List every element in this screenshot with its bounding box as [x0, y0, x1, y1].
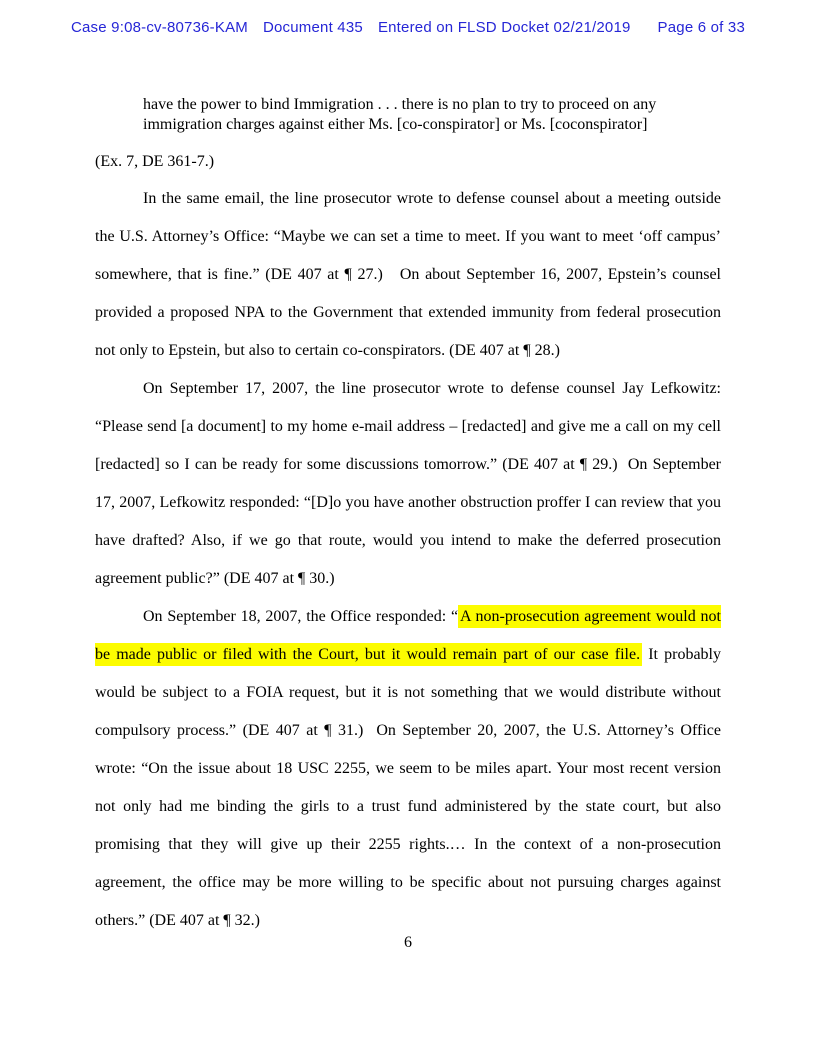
- highlighted-text: A non-prosecution agreement would not be made public or filed with the Court, but it would remain part of our case file.: [95, 605, 721, 666]
- block-quote: have the power to bind Immigration . . . there is no plan to try to proceed on any immigration charges against either Ms. [co-conspirator] or Ms. [coconspirator]: [143, 96, 657, 133]
- paragraph-september-17: On September 17, 2007, the line prosecutor wrote to defense counsel Jay Lefkowitz: “Please send [a document] to my home e-mail address – [redacted] and give me a call on my cell [redacted] so I can be ready for some discussions tomorrow.” (DE 407 at ¶ 29.) On September 17, 2007, Lefkowitz responded: “[D]o you have another obstruction proffer I can review that you have drafted? Also, if we go that route, would you intend to make the deferred prosecution agreement public?” (DE 407 at ¶ 30.): [95, 380, 721, 587]
- paragraph-same-email: In the same email, the line prosecutor wrote to defense counsel about a meeting outside the U.S. Attorney’s Office: “Maybe we can set a time to meet. If you want to meet ‘off campus’ somewhere, that is fine.” (DE 407 at ¶ 27.) On about September 16, 2007, Epstein’s counsel provided a proposed NPA to the Government that extended immunity from federal prosecution not only to Epstein, but also to certain co-conspirators. (DE 407 at ¶ 28.): [95, 190, 721, 359]
- text-segment-before-highlight: On September 18, 2007, the Office responded: “: [143, 608, 459, 625]
- page-number: 6: [404, 934, 412, 951]
- document-number: Document 435: [262, 19, 363, 36]
- paragraph-september-18: [95, 598, 721, 940]
- case-number: Case 9:08-cv-80736-KAM: [70, 19, 248, 36]
- docket-entry-date: Entered on FLSD Docket 02/21/2019: [377, 19, 631, 36]
- exhibit-citation: (Ex. 7, DE 361-7.): [95, 153, 215, 170]
- document-body: [95, 0, 721, 940]
- page-count-label: Page 6 of 33: [657, 19, 746, 36]
- text-segment-after-highlight: It probably would be subject to a FOIA request, but it is not something that we would distribute without compulsory process.” (DE 407 at ¶ 31.) On September 20, 2007, the U.S. Attorney’s Office wrote: “On the issue about 18 USC 2255, we seem to be miles apart. Your most recent version not only had me binding the girls to a trust fund administered by the state court, but also promising that they will give up their 2255 rights.… In the context of a non-prosecution agreement, the office may be more willing to be specific about not pursuing charges against others.” (DE 407 at ¶ 32.): [95, 646, 722, 929]
